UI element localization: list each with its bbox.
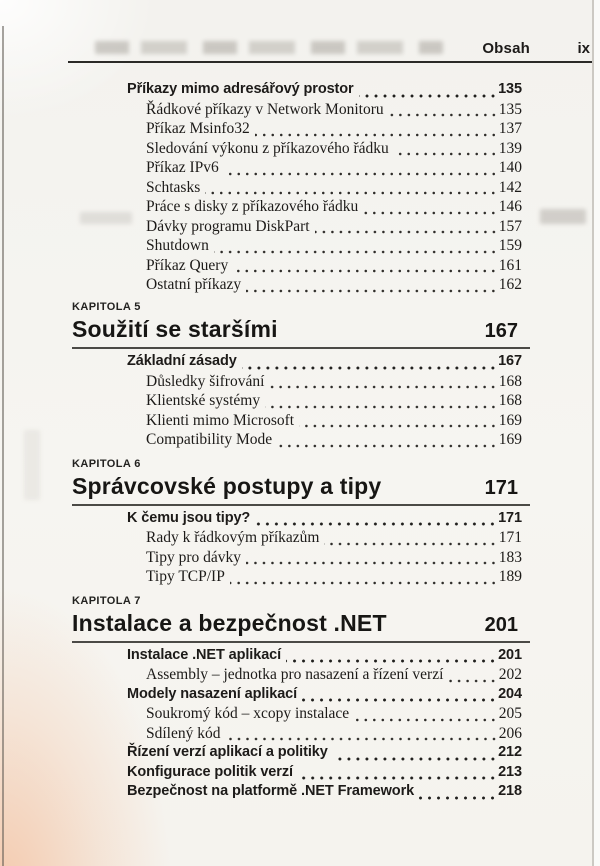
toc-entry-label: Příkazy mimo adresářový prostor — [127, 81, 354, 97]
toc-entry — [72, 218, 522, 238]
dot-leader — [255, 522, 497, 526]
scan-left-edge — [2, 26, 4, 866]
toc-entry-page-number: 159 — [498, 237, 522, 254]
toc-entry-label: Soukromý kód – xcopy instalace — [146, 705, 350, 722]
dot-leader — [419, 796, 497, 800]
toc-entry-page-number: 140 — [498, 159, 522, 176]
dot-leader — [448, 679, 497, 683]
chapter-title: Správcovské postupy a tipy — [72, 472, 382, 499]
toc-entry-page-number: 168 — [498, 372, 522, 390]
toc-entry-label: Ostatní příkazy — [146, 276, 242, 293]
toc-entry — [72, 179, 522, 199]
dot-leader — [255, 133, 498, 137]
dot-leader — [333, 757, 497, 761]
dot-leader — [315, 230, 498, 234]
toc-entry-label: Schtasks — [146, 178, 201, 196]
dot-leader — [230, 581, 498, 585]
toc-entry-page-number: 167 — [498, 353, 522, 369]
toc-entry — [72, 666, 522, 686]
toc-entry-page-number: 161 — [498, 256, 522, 274]
toc-entry — [72, 257, 522, 277]
toc-entry — [72, 725, 522, 745]
toc-entry — [72, 353, 522, 373]
dot-leader — [302, 698, 497, 702]
toc-entry-page-number: 189 — [498, 568, 522, 585]
toc-entry-page-number: 135 — [498, 81, 522, 97]
toc-entry — [72, 705, 522, 725]
toc-entry — [72, 647, 522, 667]
toc-entry — [72, 140, 522, 160]
toc-entry — [72, 276, 522, 296]
toc-entry-page-number: 137 — [498, 120, 522, 137]
toc-entry-label: K čemu jsou tipy? — [127, 509, 251, 526]
dot-leader — [246, 561, 498, 565]
dot-leader — [324, 542, 497, 546]
toc-entry — [72, 101, 522, 121]
dot-leader — [394, 152, 498, 156]
chapter-page-number: 167 — [484, 320, 518, 342]
dot-leader — [359, 94, 498, 98]
page-title: Obsah — [482, 40, 530, 57]
bleed-through-ghost-text — [540, 209, 586, 224]
chapter-section — [72, 458, 530, 588]
toc-entry-page-number: 135 — [498, 100, 522, 118]
folio-page-number: ix — [577, 40, 590, 57]
toc-entry-page-number: 142 — [498, 178, 522, 196]
chapter-number-label: KAPITOLA 7 — [72, 594, 141, 607]
chapter-title-row — [72, 473, 530, 506]
toc-entry — [72, 431, 522, 451]
running-header — [68, 34, 592, 63]
dot-leader — [363, 211, 498, 215]
toc-entry — [72, 783, 522, 803]
toc-entry — [72, 392, 522, 412]
dot-leader — [246, 289, 498, 293]
toc-entry-label: Assembly – jednotka pro nasazení a řízení verzí — [146, 666, 444, 683]
toc-entry-label: Tipy pro dávky — [146, 548, 242, 566]
chapter-page-number: 171 — [484, 476, 518, 499]
toc-entry-label: Dávky programu DiskPart — [146, 217, 310, 235]
toc-entry-label: Příkaz Msinfo32 — [146, 120, 250, 137]
toc-entry-label: Důsledky šifrování — [146, 372, 265, 390]
chapter-section — [72, 301, 530, 451]
chapter-title-row — [72, 316, 530, 349]
toc-entry-label: Rady k řádkovým příkazům — [146, 529, 320, 546]
toc-entry-page-number: 206 — [498, 724, 522, 742]
toc-entry — [72, 529, 522, 549]
toc-entry — [72, 237, 522, 257]
dot-leader — [286, 659, 497, 663]
scanner-background — [594, 0, 600, 866]
dot-leader — [242, 366, 497, 370]
toc-entry-page-number: 171 — [498, 509, 522, 526]
chapter-title: Instalace a bezpečnost .NET — [72, 609, 387, 636]
dot-leader — [214, 250, 498, 254]
toc-entry-label: Příkaz IPv6 — [146, 159, 219, 176]
dot-leader — [299, 424, 498, 428]
toc-entry — [72, 764, 522, 784]
dot-leader — [389, 113, 498, 117]
chapter-entries — [72, 510, 522, 588]
dot-leader — [233, 269, 498, 273]
dot-leader — [265, 405, 498, 409]
toc-entry-label: Základní zásady — [127, 353, 237, 369]
toc-entry-page-number: 157 — [498, 217, 522, 235]
toc-entry-page-number: 201 — [498, 646, 522, 663]
toc-entry — [72, 198, 522, 218]
dot-leader — [298, 776, 497, 780]
chapter-title-row — [72, 610, 530, 643]
toc-entry-page-number: 213 — [498, 763, 522, 780]
toc-entry-label: Sledování výkonu z příkazového řádku — [146, 139, 389, 157]
toc-entry — [72, 686, 522, 706]
toc-entry-label: Klienti mimo Microsoft — [146, 411, 295, 429]
chapter-title: Soužití se staršími — [72, 316, 278, 342]
chapter-entries — [72, 353, 522, 451]
toc-entry-page-number: 171 — [498, 529, 522, 546]
toc-entry — [72, 744, 522, 764]
chapter-page-number: 201 — [484, 613, 518, 636]
toc-entries-continued — [72, 81, 522, 296]
toc-entry-label: Modely nasazení aplikací — [127, 685, 298, 702]
scan-smudge — [24, 430, 40, 500]
toc-entry — [72, 510, 522, 530]
chapter-number-label: KAPITOLA 6 — [72, 457, 141, 470]
toc-entry-page-number: 146 — [498, 198, 522, 215]
toc-entry-page-number: 183 — [498, 548, 522, 566]
toc-entry-page-number: 169 — [498, 431, 522, 448]
toc-entry-page-number: 212 — [498, 744, 522, 760]
chapter-section — [72, 595, 530, 803]
toc-entry — [72, 412, 522, 432]
toc-entry — [72, 120, 522, 140]
toc-entry-label: Řízení verzí aplikací a politiky — [127, 744, 328, 760]
toc-entry-label: Řádkové příkazy v Network Monitoru — [146, 100, 384, 118]
dot-leader — [205, 191, 498, 195]
chapter-entries — [72, 647, 522, 803]
toc-entry-label: Shutdown — [146, 237, 209, 254]
dot-leader — [269, 385, 497, 389]
toc-entry-page-number: 204 — [498, 685, 522, 702]
toc-entry-label: Bezpečnost na platformě .NET Framework — [127, 783, 415, 799]
dot-leader — [354, 718, 498, 722]
toc-entry-label: Konfigurace politik verzí — [127, 763, 293, 780]
toc-entry — [72, 568, 522, 588]
toc-entry-label: Příkaz Query — [146, 256, 229, 274]
toc-entry-label: Compatibility Mode — [146, 431, 273, 448]
toc-entry-page-number: 218 — [498, 783, 522, 799]
toc-entry-label: Sdílený kód — [146, 724, 221, 742]
toc-entry — [72, 81, 522, 101]
dot-leader — [277, 444, 498, 448]
toc-entry-page-number: 168 — [498, 392, 522, 409]
toc-entry — [72, 549, 522, 569]
toc-entry-label: Klientské systémy — [146, 392, 261, 409]
toc-entry-page-number: 169 — [498, 411, 522, 429]
toc-entry — [72, 373, 522, 393]
chapter-number-label: KAPITOLA 5 — [72, 301, 141, 313]
toc-entry-label: Instalace .NET aplikací — [127, 646, 282, 663]
toc-entry-page-number: 205 — [498, 705, 522, 722]
toc-entry-label: Tipy TCP/IP — [146, 568, 225, 585]
toc-entry — [72, 159, 522, 179]
toc-entry-page-number: 139 — [498, 139, 522, 157]
dot-leader — [224, 172, 498, 176]
dot-leader — [226, 737, 498, 741]
toc-entry-page-number: 202 — [498, 666, 522, 683]
toc-entry-label: Práce s disky z příkazového řádku — [146, 198, 359, 215]
toc-chapter-sections — [72, 301, 530, 803]
toc-entry-page-number: 162 — [498, 276, 522, 293]
